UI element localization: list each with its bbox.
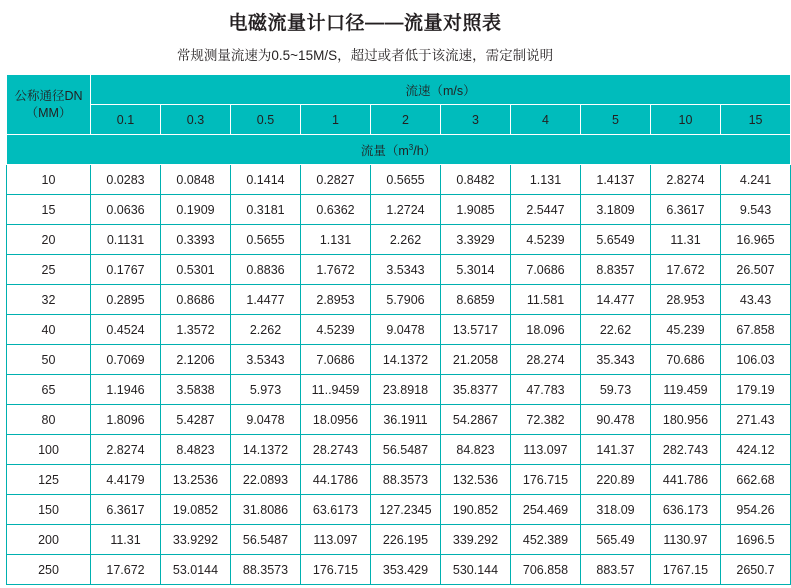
cell: 0.6362 bbox=[301, 195, 371, 225]
cell: 119.459 bbox=[651, 375, 721, 405]
speed-col-4: 2 bbox=[371, 105, 441, 135]
table-row bbox=[7, 165, 791, 195]
cell: 254.469 bbox=[511, 495, 581, 525]
cell: 0.0848 bbox=[161, 165, 231, 195]
cell: 5.4287 bbox=[161, 405, 231, 435]
cell: 1.3572 bbox=[161, 315, 231, 345]
table-head bbox=[7, 75, 791, 165]
cell: 5.973 bbox=[231, 375, 301, 405]
cell: 0.8686 bbox=[161, 285, 231, 315]
cell: 54.2867 bbox=[441, 405, 511, 435]
speed-col-8: 10 bbox=[651, 105, 721, 135]
cell: 2.1206 bbox=[161, 345, 231, 375]
cell: 0.5655 bbox=[371, 165, 441, 195]
table-row bbox=[7, 285, 791, 315]
table-row bbox=[7, 315, 791, 345]
cell: 72.382 bbox=[511, 405, 581, 435]
cell: 179.19 bbox=[721, 375, 791, 405]
cell: 22.62 bbox=[581, 315, 651, 345]
cell: 0.2895 bbox=[91, 285, 161, 315]
cell: 220.89 bbox=[581, 465, 651, 495]
cell: 4.4179 bbox=[91, 465, 161, 495]
cell: 0.0283 bbox=[91, 165, 161, 195]
cell: 530.144 bbox=[441, 555, 511, 585]
cell: 0.5655 bbox=[231, 225, 301, 255]
cell: 190.852 bbox=[441, 495, 511, 525]
cell: 2.262 bbox=[371, 225, 441, 255]
cell: 63.6173 bbox=[301, 495, 371, 525]
cell: 176.715 bbox=[511, 465, 581, 495]
cell: 53.0144 bbox=[161, 555, 231, 585]
table-row bbox=[7, 435, 791, 465]
speed-col-0: 0.1 bbox=[91, 105, 161, 135]
cell: 318.09 bbox=[581, 495, 651, 525]
cell: 2.8953 bbox=[301, 285, 371, 315]
cell: 18.096 bbox=[511, 315, 581, 345]
cell: 1130.97 bbox=[651, 525, 721, 555]
speed-col-9: 15 bbox=[721, 105, 791, 135]
cell: 14.477 bbox=[581, 285, 651, 315]
table-row bbox=[7, 405, 791, 435]
flow-comparison-table bbox=[6, 74, 791, 585]
cell: 28.953 bbox=[651, 285, 721, 315]
cell: 106.03 bbox=[721, 345, 791, 375]
cell: 11.31 bbox=[651, 225, 721, 255]
cell: 47.783 bbox=[511, 375, 581, 405]
cell: 28.2743 bbox=[301, 435, 371, 465]
cell: 56.5487 bbox=[231, 525, 301, 555]
table-row bbox=[7, 255, 791, 285]
cell: 636.173 bbox=[651, 495, 721, 525]
cell: 23.8918 bbox=[371, 375, 441, 405]
cell: 4.5239 bbox=[511, 225, 581, 255]
cell: 1696.5 bbox=[721, 525, 791, 555]
cell: 1.131 bbox=[301, 225, 371, 255]
table-header-row-flow-unit bbox=[7, 135, 791, 165]
table-row bbox=[7, 525, 791, 555]
cell: 339.292 bbox=[441, 525, 511, 555]
cell: 0.1767 bbox=[91, 255, 161, 285]
cell: 141.37 bbox=[581, 435, 651, 465]
cell: 706.858 bbox=[511, 555, 581, 585]
row-dn: 150 bbox=[7, 495, 91, 525]
row-dn: 80 bbox=[7, 405, 91, 435]
speed-col-1: 0.3 bbox=[161, 105, 231, 135]
table-row bbox=[7, 555, 791, 585]
cell: 33.9292 bbox=[161, 525, 231, 555]
dn-header-line1: 公称通径DN bbox=[14, 88, 83, 103]
cell: 44.1786 bbox=[301, 465, 371, 495]
cell: 26.507 bbox=[721, 255, 791, 285]
cell: 8.4823 bbox=[161, 435, 231, 465]
cell: 11.31 bbox=[91, 525, 161, 555]
cell: 88.3573 bbox=[371, 465, 441, 495]
cell: 7.0686 bbox=[301, 345, 371, 375]
cell: 14.1372 bbox=[371, 345, 441, 375]
cell: 14.1372 bbox=[231, 435, 301, 465]
cell: 3.1809 bbox=[581, 195, 651, 225]
cell: 441.786 bbox=[651, 465, 721, 495]
cell: 1.9085 bbox=[441, 195, 511, 225]
speed-col-3: 1 bbox=[301, 105, 371, 135]
cell: 1767.15 bbox=[651, 555, 721, 585]
flow-unit-suffix: /h） bbox=[413, 143, 437, 158]
cell: 6.3617 bbox=[91, 495, 161, 525]
cell: 28.274 bbox=[511, 345, 581, 375]
row-dn: 25 bbox=[7, 255, 91, 285]
cell: 11..9459 bbox=[301, 375, 371, 405]
cell: 883.57 bbox=[581, 555, 651, 585]
cell: 176.715 bbox=[301, 555, 371, 585]
cell: 70.686 bbox=[651, 345, 721, 375]
cell: 88.3573 bbox=[231, 555, 301, 585]
cell: 180.956 bbox=[651, 405, 721, 435]
row-dn: 200 bbox=[7, 525, 91, 555]
cell: 2.262 bbox=[231, 315, 301, 345]
cell: 21.2058 bbox=[441, 345, 511, 375]
cell: 43.43 bbox=[721, 285, 791, 315]
cell: 2.8274 bbox=[91, 435, 161, 465]
cell: 84.823 bbox=[441, 435, 511, 465]
table-row bbox=[7, 375, 791, 405]
cell: 8.8357 bbox=[581, 255, 651, 285]
cell: 6.3617 bbox=[651, 195, 721, 225]
row-dn: 15 bbox=[7, 195, 91, 225]
speed-header-cell: 流速（m/s） bbox=[91, 75, 791, 105]
cell: 0.1414 bbox=[231, 165, 301, 195]
cell: 127.2345 bbox=[371, 495, 441, 525]
cell: 16.965 bbox=[721, 225, 791, 255]
cell: 1.7672 bbox=[301, 255, 371, 285]
cell: 954.26 bbox=[721, 495, 791, 525]
cell: 3.5343 bbox=[371, 255, 441, 285]
dn-header-cell bbox=[7, 75, 91, 135]
cell: 17.672 bbox=[651, 255, 721, 285]
speed-col-2: 0.5 bbox=[231, 105, 301, 135]
cell: 67.858 bbox=[721, 315, 791, 345]
page-subtitle: 常规测量流速为0.5~15M/S，超过或者低于该流速，需定制说明 bbox=[176, 48, 554, 63]
cell: 35.343 bbox=[581, 345, 651, 375]
cell: 17.672 bbox=[91, 555, 161, 585]
cell: 452.389 bbox=[511, 525, 581, 555]
cell: 3.3929 bbox=[441, 225, 511, 255]
cell: 13.2536 bbox=[161, 465, 231, 495]
cell: 2.8274 bbox=[651, 165, 721, 195]
cell: 1.131 bbox=[511, 165, 581, 195]
cell: 7.0686 bbox=[511, 255, 581, 285]
row-dn: 125 bbox=[7, 465, 91, 495]
row-dn: 50 bbox=[7, 345, 91, 375]
cell: 59.73 bbox=[581, 375, 651, 405]
dn-header-line2: （MM） bbox=[25, 105, 72, 120]
speed-col-6: 4 bbox=[511, 105, 581, 135]
cell: 35.8377 bbox=[441, 375, 511, 405]
table-row bbox=[7, 225, 791, 255]
cell: 9.0478 bbox=[371, 315, 441, 345]
cell: 9.0478 bbox=[231, 405, 301, 435]
flow-unit-prefix: 流量（m bbox=[360, 143, 409, 158]
flow-unit-header-cell bbox=[7, 135, 791, 165]
cell: 13.5717 bbox=[441, 315, 511, 345]
cell: 36.1911 bbox=[371, 405, 441, 435]
cell: 565.49 bbox=[581, 525, 651, 555]
cell: 18.0956 bbox=[301, 405, 371, 435]
flow-unit-sup: 3 bbox=[408, 142, 414, 152]
cell: 0.8482 bbox=[441, 165, 511, 195]
cell: 0.7069 bbox=[91, 345, 161, 375]
cell: 0.2827 bbox=[301, 165, 371, 195]
cell: 19.0852 bbox=[161, 495, 231, 525]
cell: 662.68 bbox=[721, 465, 791, 495]
cell: 5.7906 bbox=[371, 285, 441, 315]
row-dn: 250 bbox=[7, 555, 91, 585]
cell: 271.43 bbox=[721, 405, 791, 435]
cell: 5.3014 bbox=[441, 255, 511, 285]
cell: 0.4524 bbox=[91, 315, 161, 345]
cell: 56.5487 bbox=[371, 435, 441, 465]
row-dn: 100 bbox=[7, 435, 91, 465]
cell: 4.241 bbox=[721, 165, 791, 195]
row-dn: 65 bbox=[7, 375, 91, 405]
table-row bbox=[7, 495, 791, 525]
cell: 353.429 bbox=[371, 555, 441, 585]
cell: 11.581 bbox=[511, 285, 581, 315]
cell: 132.536 bbox=[441, 465, 511, 495]
row-dn: 32 bbox=[7, 285, 91, 315]
cell: 5.6549 bbox=[581, 225, 651, 255]
cell: 113.097 bbox=[511, 435, 581, 465]
cell: 2650.7 bbox=[721, 555, 791, 585]
cell: 1.8096 bbox=[91, 405, 161, 435]
cell: 0.1909 bbox=[161, 195, 231, 225]
cell: 1.4477 bbox=[231, 285, 301, 315]
cell: 226.195 bbox=[371, 525, 441, 555]
table-header-row-speed-values bbox=[7, 105, 791, 135]
cell: 22.0893 bbox=[231, 465, 301, 495]
cell: 0.5301 bbox=[161, 255, 231, 285]
cell: 0.3393 bbox=[161, 225, 231, 255]
cell: 8.6859 bbox=[441, 285, 511, 315]
row-dn: 40 bbox=[7, 315, 91, 345]
table-header-row-speed bbox=[7, 75, 791, 105]
table-row bbox=[7, 345, 791, 375]
row-dn: 10 bbox=[7, 165, 91, 195]
cell: 1.2724 bbox=[371, 195, 441, 225]
cell: 9.543 bbox=[721, 195, 791, 225]
cell: 0.3181 bbox=[231, 195, 301, 225]
speed-col-5: 3 bbox=[441, 105, 511, 135]
speed-col-7: 5 bbox=[581, 105, 651, 135]
cell: 90.478 bbox=[581, 405, 651, 435]
cell: 31.8086 bbox=[231, 495, 301, 525]
cell: 0.1131 bbox=[91, 225, 161, 255]
row-dn: 20 bbox=[7, 225, 91, 255]
cell: 45.239 bbox=[651, 315, 721, 345]
cell: 0.8836 bbox=[231, 255, 301, 285]
table-row bbox=[7, 195, 791, 225]
cell: 1.4137 bbox=[581, 165, 651, 195]
cell: 0.0636 bbox=[91, 195, 161, 225]
cell: 113.097 bbox=[301, 525, 371, 555]
cell: 1.1946 bbox=[91, 375, 161, 405]
cell: 282.743 bbox=[651, 435, 721, 465]
cell: 3.5343 bbox=[231, 345, 301, 375]
cell: 2.5447 bbox=[511, 195, 581, 225]
table-body bbox=[7, 165, 791, 585]
cell: 3.5838 bbox=[161, 375, 231, 405]
table-row bbox=[7, 465, 791, 495]
cell: 424.12 bbox=[721, 435, 791, 465]
cell: 4.5239 bbox=[301, 315, 371, 345]
page-title: 电磁流量计口径——流量对照表 bbox=[228, 13, 502, 34]
